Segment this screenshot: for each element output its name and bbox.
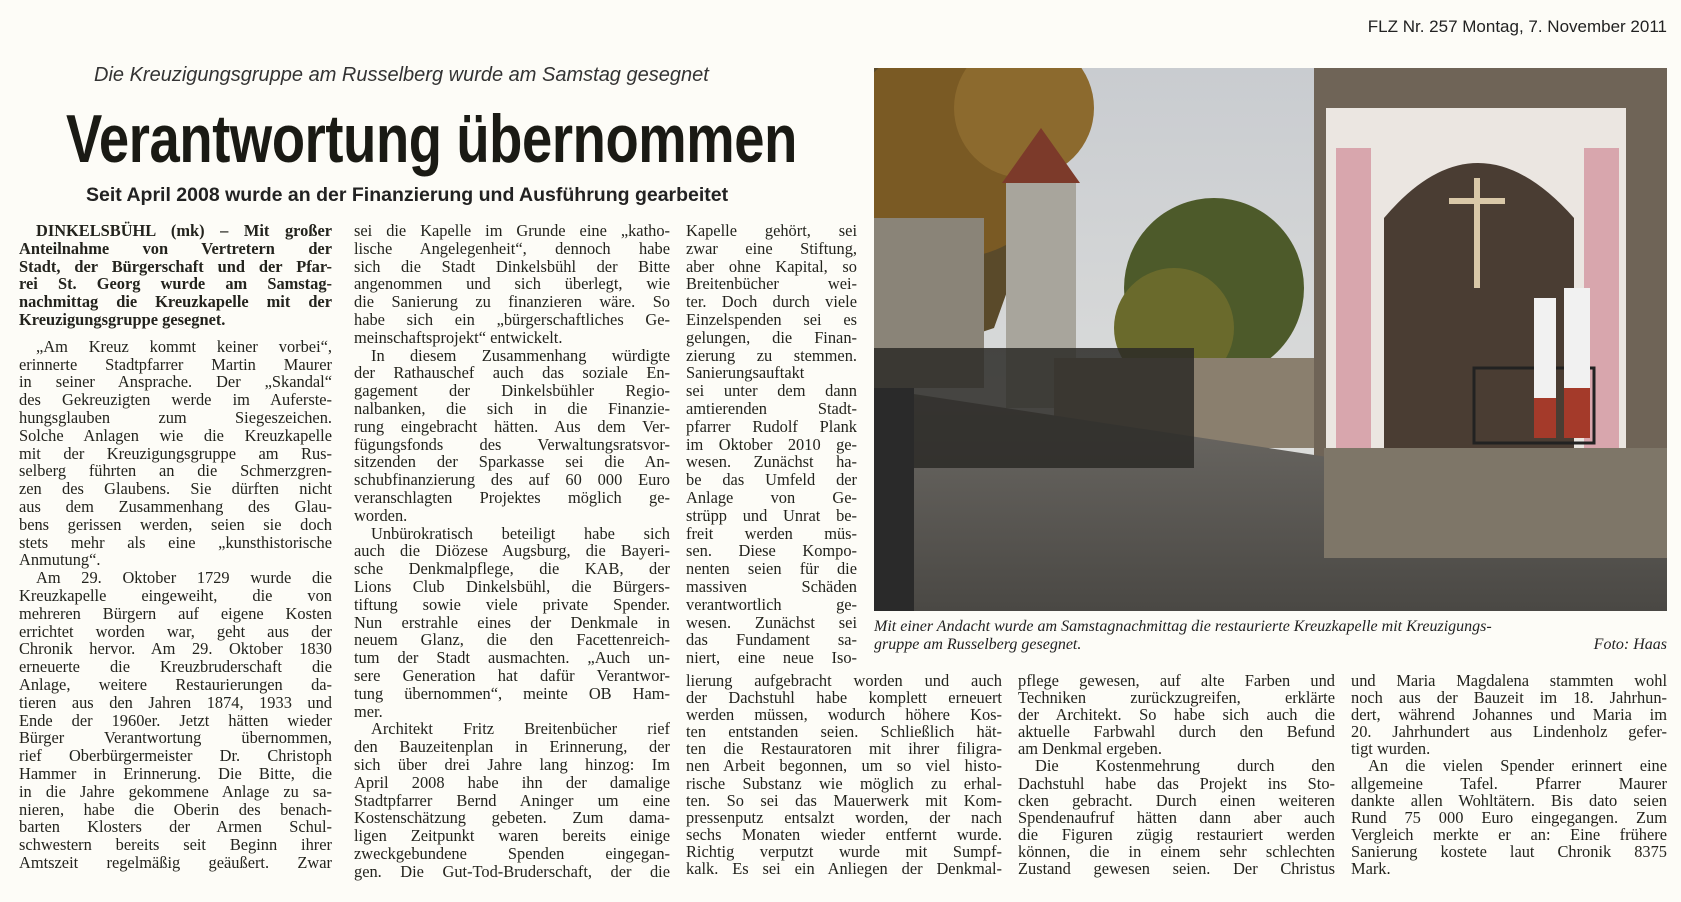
text-line: Stadt, der Bürgerschaft und der Pfar- [19,256,332,276]
text-line: zierung zu stemmen. [686,345,857,365]
text-line: Anlage von Ge- [686,487,857,507]
text-line: worden. [354,505,408,525]
article-paragraph [686,672,1002,877]
text-line: „Am Kreuz kommt keiner vorbei“, [36,336,332,356]
text-line: erinnerte Stadtpfarrer Martin Maurer [19,354,332,374]
text-line: meinschaftsprojekt“ entwickelt. [354,327,563,347]
text-line: angenommen und sich überlegt, wie [354,274,670,294]
text-line: Sanierungsauftakt [686,363,805,383]
text-line: Anmutung“. [19,550,101,570]
text-line: barten Klosters der Armen Schul- [19,817,332,837]
photo-caption-line-1: Mit einer Andacht wurde am Samstagnachmittag die restaurierte Kreuzkapelle mit Kreuzigungs- [874,618,1492,635]
text-line: sei die Kapelle im Grunde eine „katho- [354,221,670,240]
text-line: In diesem Zusammenhang würdigte [371,345,670,365]
text-line: gagement der Dinkelsbühler Regio- [354,381,670,401]
text-line: massiven Schäden [686,576,857,596]
newspaper-masthead: FLZ Nr. 257 Montag, 7. November 2011 [1367,17,1667,36]
text-line: mer. [354,701,383,721]
text-line: Chronik hervor. Am 29. Oktober 1830 [19,639,332,659]
text-line: An die vielen Spender erinnert eine [1368,756,1667,776]
text-line: DINKELSBÜHL (mk) – Mit großer [36,221,332,240]
text-line: sitzenden der Sparkasse sei die An- [354,452,670,472]
article-paragraph [19,569,332,872]
text-line: zweckgebundene Spenden eingegan- [354,843,670,863]
text-line: Ende der 1960er. Jetzt hätten wieder [19,710,332,730]
article-column-3-bottom [686,672,1002,877]
text-line: der Rathauschef auch das soziale En- [354,363,670,383]
text-line: wesen. Zunächst sei [686,612,857,632]
article-column-1 [19,222,332,872]
text-line: habe sich ein „bürgerschaftliches Ge- [354,309,670,329]
text-line: Kostenschätzung gebeten. Zum dama- [354,808,670,828]
text-line: tiftung sowie viele private Spender. [354,594,670,614]
text-line: im Oktober 2010 ge- [686,434,857,454]
text-line: Breitenbücher wei- [686,274,857,294]
text-line: sen. Diese Kompo- [686,541,857,561]
article-paragraph [354,347,670,525]
article-column-2 [354,222,670,880]
text-line: nachmittag die Kreuzkapelle mit der [19,292,332,312]
text-line: Hammer in Erinnerung. Die Bitte, die [19,763,332,783]
text-line: freit werden müs- [686,523,857,543]
text-line: strüpp und Unrat be- [686,505,857,525]
text-line: veranschlagten Projektes möglich ge- [354,487,670,507]
text-line: sche Denkmalpflege, die KAB, der [354,559,670,579]
text-line: pflege gewesen, auf alte Farben und [1018,671,1335,690]
photo-caption [874,618,1667,654]
text-line: 20. Jahrhundert aus Lindenholz gefer- [1351,722,1667,742]
text-line: mehreren Bürgern auf eigene Kosten [19,603,332,623]
text-line: das Fundament sa- [686,630,857,650]
article-lead-paragraph [19,222,332,329]
text-line: schwestern bereits seit Beginn ihrer [19,835,332,855]
text-line: nalbanken, die sich in die Finanzie- [354,398,670,418]
article-paragraph [1351,672,1667,757]
text-line: sich die Stadt Dinkelsbühl der Bitte [354,256,670,276]
text-line: Einzelspenden sei es [686,309,857,329]
text-line: pressenputz entsalzt worden, der nach [686,807,1002,827]
text-line: in seiner Ansprache. Der „Skandal“ [19,372,332,392]
article-subhead: Seit April 2008 wurde an der Finanzierung und Ausführung gearbeitet [86,184,729,206]
photo-credit: Foto: Haas [1593,636,1667,653]
text-line: lierung aufgebracht worden und auch [686,671,1002,690]
text-line: sich über drei Jahre lang hinzog: Im [354,754,670,774]
text-line: nen Arbeit begonnen, um so viel histo- [686,756,1002,776]
text-line: lische Angelegenheit“, dennoch habe [354,238,670,258]
text-line: stets mehr als eine „kunsthistorische [19,532,332,552]
text-line: sei unter dem dann [686,381,857,401]
text-line: errichtet worden war, geht aus der [19,621,332,641]
text-line: noch aus der Bauzeit im 18. Jahrhun- [1351,688,1667,708]
text-line: Amtszeit regelmäßig geäußert. Zwar [19,852,332,872]
text-line: aber ohne Kapital, so [686,256,857,276]
text-line: ten die Restauratoren mit ihrer filigra- [686,739,1002,759]
text-line: zen des Glaubens. Sie dürften nicht [19,479,332,499]
text-line: ten entstanden seien. Schließlich hät- [686,722,1002,742]
text-line: Mark. [1351,859,1391,879]
text-line: der Dachstuhl habe komplett erneuert [686,688,1002,708]
text-line: aus dem Zusammenhang des Glau- [19,496,332,516]
text-line: Bürger Verantwortung übernommen, [19,728,332,748]
text-line: Am 29. Oktober 1729 wurde die [36,568,332,588]
text-line: Solche Anlagen wie die Kreuzkapelle [19,425,332,445]
text-line: niert, eine neue Iso- [686,648,857,668]
text-line: Stadtpfarrer Bernd Aninger um eine [354,790,670,810]
text-line: Sanierung kostete laut Chronik 8375 [1351,841,1667,861]
article-paragraph [1018,672,1335,757]
text-line: pfarrer Rudolf Plank [686,416,857,436]
text-line: ter. Doch durch viele [686,292,857,312]
text-line: sechs Monaten wieder entfernt wurde. [686,824,1002,844]
text-line: Nun erstrahle eines der Denkmale in [354,612,670,632]
text-line: mit der Kreuzigungsgruppe am Rus- [19,443,332,463]
article-column-5 [1351,672,1667,877]
text-line: Vergleich merkte er an: Eine frühere [1351,824,1667,844]
text-line: können, die in einem sehr schlechten [1018,841,1335,861]
article-paragraph [354,720,670,880]
text-line: selberg führten an die Schmerzgren- [19,461,332,481]
text-line: wesen. Zunächst ha- [686,452,857,472]
text-line: Kreuzigungsgruppe gesegnet. [19,309,226,329]
article-paragraph [354,222,670,347]
article-paragraph [1351,757,1667,877]
text-line: hungsglauben zum Siegeszeichen. [19,407,332,427]
text-line: ligen Zeitpunkt waren bereits einige [354,826,670,846]
text-line: rei St. Georg wurde am Samstag- [19,274,332,294]
text-line: rische Substanz wie möglich zu erhal- [686,773,1002,793]
text-line: dankte allen Wohltätern. Bis dato seien [1351,790,1667,810]
text-line: Unbürokratisch beteiligt habe sich [371,523,670,543]
article-kicker: Die Kreuzigungsgruppe am Russelberg wurde am Samstag gesegnet [94,64,709,86]
text-line: allgemeine Tafel. Pfarrer Maurer [1351,773,1667,793]
text-line: April 2008 habe ihn der damalige [354,772,670,792]
text-line: dert, während Johannes und Maria im [1351,705,1667,725]
text-line: aktuelle Farbwahl durch den Befund [1018,722,1335,742]
text-line: bens gerissen werden, seien sie doch [19,514,332,534]
text-line: und Maria Magdalena stammten wohl [1351,671,1667,690]
text-line: nieren, habe die Oberin des benach- [19,799,332,819]
text-line: den Bauzeitenplan in Erinnerung, der [354,737,670,757]
text-line: verantwortlich ge- [686,594,857,614]
text-line: des Gekreuzigten werde im Auferste- [19,390,332,410]
text-line: schubfinanzierung des auf 60 000 Euro [354,470,670,490]
text-line: tieren aus den Jahren 1874, 1933 und [19,692,332,712]
text-line: auch die Diözese Augsburg, die Bayeri- [354,541,670,561]
text-line: Techniken zurückzugreifen, erklärte [1018,688,1335,708]
photo-kreuzkapelle-scene [874,68,1667,611]
text-line: Zustand gewesen seien. Der Christus [1018,859,1335,879]
text-line: sere Generation hat dafür Verantwor- [354,665,670,685]
text-line: erneuerte die Kreuzbruderschaft die [19,657,332,677]
text-line: Richtig verputzt wurde mit Sumpf- [686,841,1002,861]
text-line: tum der Stadt ausmachten. „Auch un- [354,648,670,668]
text-line: Rund 75 000 Euro eingegangen. Zum [1351,807,1667,827]
text-line: Anlage, weitere Restaurierungen da- [19,674,332,694]
text-line: rief Oberbürgermeister Dr. Christoph [19,746,332,766]
text-line: ten. So sei das Mauerwerk mit Kom- [686,790,1002,810]
text-line: zwar eine Stiftung, [686,238,857,258]
text-line: Architekt Fritz Breitenbücher rief [371,719,670,739]
article-paragraph [686,222,857,667]
text-line: gelungen, die Finan- [686,327,857,347]
article-column-4 [1018,672,1335,877]
text-line: die Sanierung zu finanzieren wäre. So [354,292,670,312]
text-line: be das Umfeld der [686,470,857,490]
text-line: werden müssen, wodurch höhere Kos- [686,705,1002,725]
text-line: amtierenden Stadt- [686,398,857,418]
text-line: neuem Glanz, die den Facettenreich- [354,630,670,650]
article-paragraph [1018,757,1335,877]
text-line: rung eingebracht hätten. Aus dem Ver- [354,416,670,436]
text-line: Lions Club Dinkelsbühl, die Bürgers- [354,576,670,596]
text-line: in die Jahre gekommene Anlage zu sa- [19,781,332,801]
text-line: Dachstuhl habe das Projekt ins Sto- [1018,773,1335,793]
text-line: die Figuren zügig restauriert werden [1018,824,1335,844]
text-line: der Architekt. So habe sich auch die [1018,705,1335,725]
article-photo [874,68,1667,611]
text-line: kalk. Es sei ein Anliegen der Denkmal- [686,859,1002,879]
article-column-3-top [686,222,857,667]
photo-caption-line-2: gruppe am Russelberg gesegnet. [874,636,1082,653]
text-line: Kapelle gehört, sei [686,221,857,240]
text-line: Anteilnahme von Vertretern der [19,238,332,258]
article-paragraph [19,338,332,569]
text-line: cken gebracht. Durch einen weiteren [1018,790,1335,810]
text-line: gen. Die Gut-Tod-Bruderschaft, der die [354,861,670,881]
text-line: Die Kostenmehrung durch den [1035,756,1335,776]
text-line: nenten seien für die [686,559,857,579]
text-line: Kreuzkapelle eingeweiht, die von [19,585,332,605]
text-line: fügungsfonds des Verwaltungsratsvor- [354,434,670,454]
text-line: tung übernommen“, meinte OB Ham- [354,683,670,703]
text-line: am Denkmal ergeben. [1018,739,1162,759]
text-line: tigt wurden. [1351,739,1431,759]
article-paragraph [354,525,670,721]
text-line: Spendenaufruf hätten dann aber auch [1018,807,1335,827]
article-headline: Verantwortung übernommen [66,101,797,177]
